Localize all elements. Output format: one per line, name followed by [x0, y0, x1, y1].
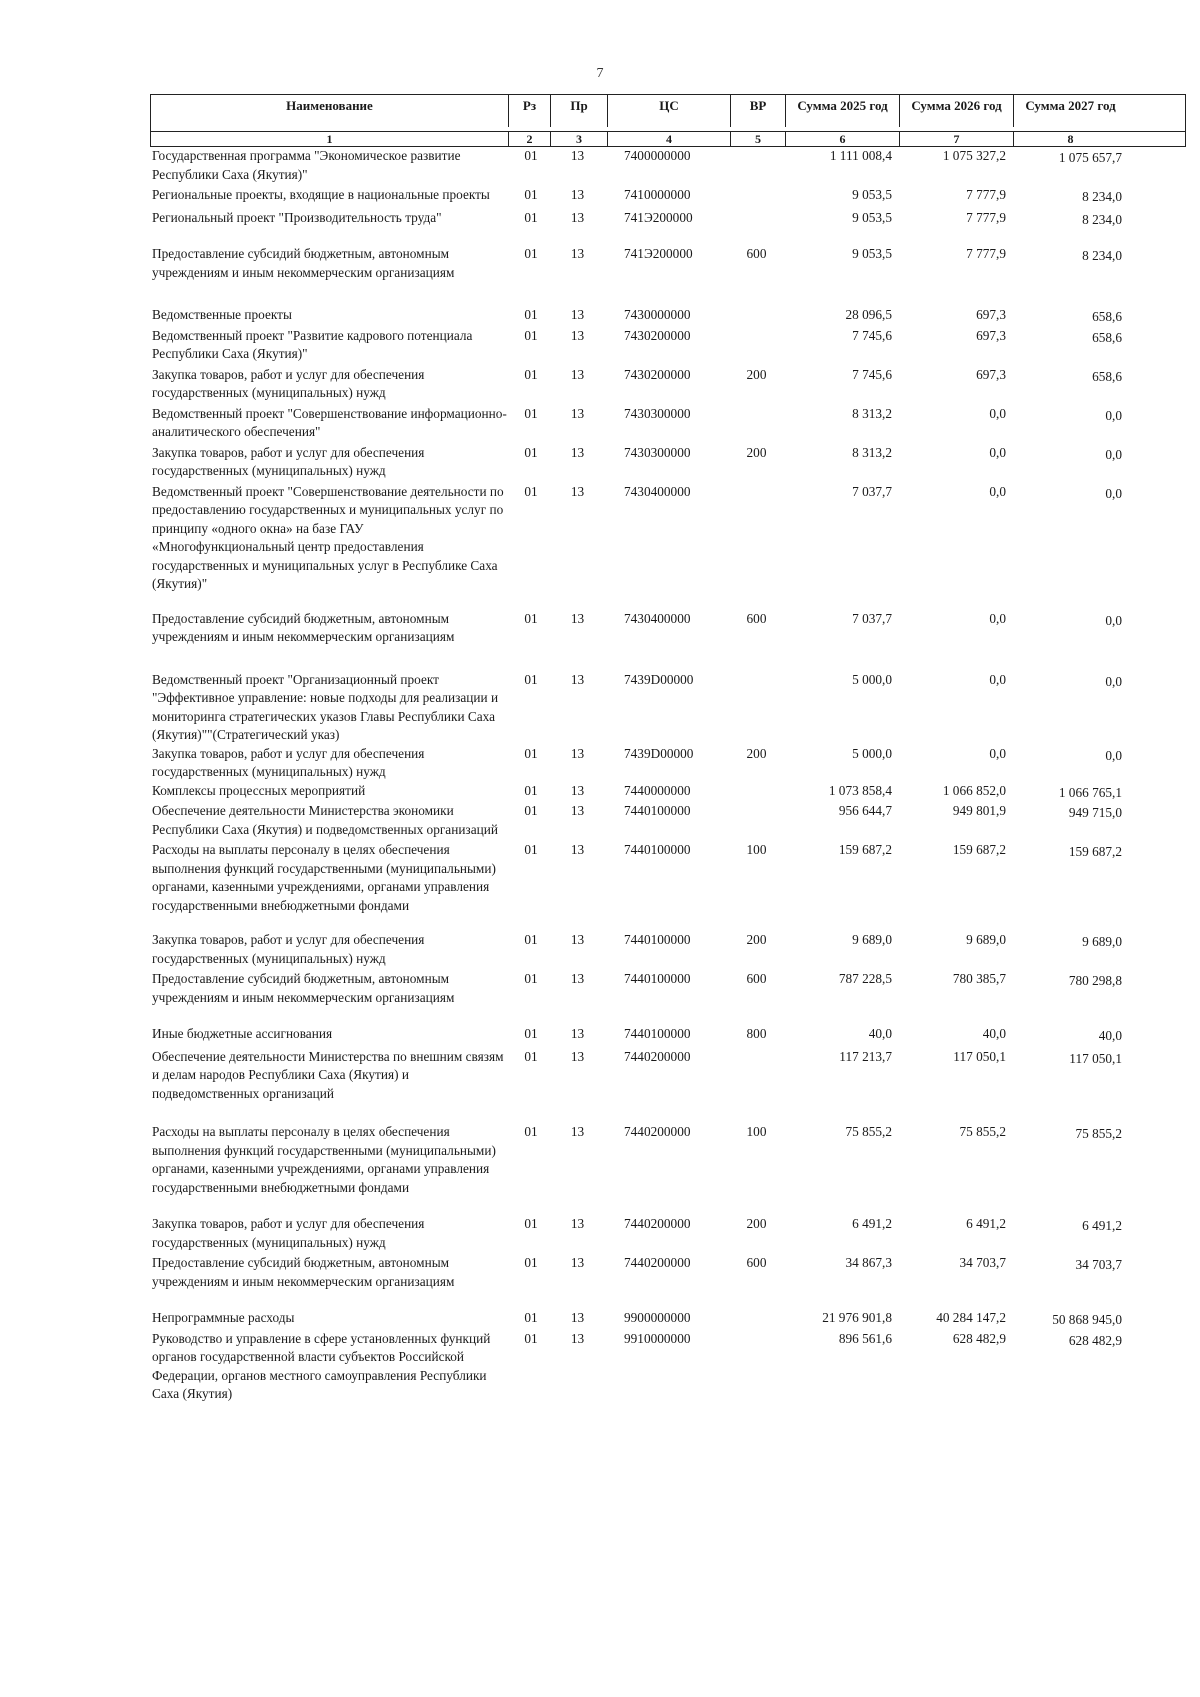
- row-pr: 13: [570, 187, 585, 202]
- column-number: 6: [785, 132, 899, 146]
- row-sum-2026: 34 703,7: [959, 1255, 1006, 1270]
- row-pr: 13: [570, 444, 585, 460]
- row-sum-2025: 1 111 008,4: [829, 148, 892, 163]
- table-row: [150, 1215, 1186, 1252]
- row-name: Расходы на выплаты персоналу в целях обеспечения выполнения функций государственными (муниципальными) органами, казенными учреждениями, органами управления государственными внебюджетными фондами: [152, 842, 496, 913]
- row-sum-2026: 0,0: [989, 671, 1006, 687]
- row-sum-2027: 6 491,2: [1082, 1218, 1122, 1233]
- row-name: Закупка товаров, работ и услуг для обеспечения государственных (муниципальных) нужд: [152, 366, 425, 400]
- row-vr: [729, 147, 784, 184]
- row-sum-2027: 0,0: [1105, 747, 1122, 763]
- row-cs: 7440000000: [624, 782, 691, 798]
- table-row: [150, 405, 1186, 442]
- row-rz: 01: [524, 1026, 538, 1041]
- row-sum-2026: 780 385,7: [952, 971, 1006, 986]
- row-sum-2026: 697,3: [976, 307, 1006, 322]
- row-sum-2026: 697,3: [976, 366, 1006, 382]
- row-sum-2026: 159 687,2: [952, 842, 1006, 857]
- row-name: Иные бюджетные ассигнования: [152, 1026, 333, 1041]
- row-vr: [729, 1330, 784, 1404]
- row-sum-2025: 40,0: [868, 1026, 892, 1041]
- row-sum-2025: 9 053,5: [852, 187, 892, 202]
- row-rz: 01: [524, 1255, 538, 1270]
- row-name: Расходы на выплаты персоналу в целях обеспечения выполнения функций государственными (муниципальными) органами, казенными учреждениями, органами управления государственными внебюджетными фондами: [152, 1124, 496, 1195]
- row-sum-2026: 40 284 147,2: [936, 1310, 1006, 1325]
- row-sum-2025: 7 745,6: [852, 327, 892, 343]
- row-cs: 7430400000: [624, 610, 691, 626]
- row-sum-2025: 1 073 858,4: [828, 782, 892, 798]
- row-sum-2025: 787 228,5: [838, 971, 892, 986]
- row-cs: 7440200000: [624, 1216, 691, 1231]
- row-vr: [729, 327, 784, 364]
- row-sum-2025: 9 053,5: [852, 246, 892, 261]
- header-rz: Рз: [508, 95, 550, 127]
- row-name: Закупка товаров, работ и услуг для обеспечения государственных (муниципальных) нужд: [152, 932, 425, 966]
- table-header: [150, 94, 1186, 127]
- row-vr: 600: [746, 610, 767, 626]
- row-sum-2025: 896 561,6: [838, 1330, 892, 1346]
- row-rz: 01: [524, 1310, 538, 1325]
- row-cs: 7430000000: [624, 307, 691, 322]
- header-name: Наименование: [286, 98, 373, 113]
- row-cs: 9900000000: [624, 1310, 691, 1325]
- row-rz: 01: [524, 307, 538, 322]
- table-body: [150, 147, 1186, 1404]
- row-rz: 01: [524, 1124, 538, 1139]
- row-sum-2026: 628 482,9: [952, 1330, 1006, 1346]
- row-sum-2026: 0,0: [989, 444, 1006, 460]
- row-name: Ведомственный проект "Совершенствование информационно-аналитического обеспечения": [152, 405, 507, 439]
- row-cs: 7410000000: [624, 187, 691, 202]
- row-rz: 01: [524, 932, 538, 947]
- column-number: 7: [899, 132, 1013, 146]
- row-cs: 741Э200000: [624, 209, 693, 225]
- row-sum-2027: 949 715,0: [1068, 805, 1122, 820]
- row-sum-2025: 7 037,7: [852, 483, 892, 499]
- row-cs: 7440100000: [624, 842, 691, 857]
- row-cs: 7430200000: [624, 366, 691, 382]
- row-name: Закупка товаров, работ и услуг для обеспечения государственных (муниципальных) нужд: [152, 745, 425, 779]
- row-vr: 200: [746, 1216, 767, 1231]
- row-rz: 01: [524, 671, 538, 687]
- row-rz: 01: [524, 405, 538, 421]
- row-sum-2025: 8 313,2: [852, 444, 892, 460]
- row-cs: 7439D00000: [624, 671, 694, 687]
- column-number: 3: [550, 132, 607, 146]
- table-row: [150, 782, 1186, 803]
- row-name: Закупка товаров, работ и услуг для обеспечения государственных (муниципальных) нужд: [152, 1216, 425, 1250]
- row-vr: 600: [746, 246, 767, 261]
- row-vr: [729, 483, 784, 594]
- row-pr: 13: [570, 483, 585, 499]
- row-cs: 7440200000: [624, 1255, 691, 1270]
- row-sum-2025: 34 867,3: [845, 1255, 892, 1270]
- table-row: [150, 610, 1186, 647]
- row-cs: 7440100000: [624, 932, 691, 947]
- row-sum-2027: 780 298,8: [1068, 973, 1122, 988]
- row-vr: [729, 306, 784, 327]
- row-sum-2025: 75 855,2: [845, 1124, 892, 1139]
- row-name: Непрограммные расходы: [152, 1310, 295, 1325]
- row-name: Государственная программа "Экономическое развитие Республики Саха (Якутия)": [152, 148, 461, 182]
- row-sum-2025: 159 687,2: [838, 842, 892, 857]
- row-sum-2025: 7 037,7: [852, 610, 892, 626]
- row-vr: 200: [746, 444, 767, 460]
- row-pr: 13: [570, 1255, 585, 1270]
- row-rz: 01: [524, 1330, 538, 1346]
- row-cs: 9910000000: [624, 1330, 691, 1346]
- row-name: Предоставление субсидий бюджетным, автономным учреждениям и иным некоммерческим организациям: [152, 971, 455, 1005]
- table-row: [150, 1309, 1186, 1330]
- header-pr: Пр: [550, 95, 607, 127]
- row-rz: 01: [524, 444, 538, 460]
- row-name: Региональные проекты, входящие в национальные проекты: [152, 187, 490, 202]
- row-sum-2026: 9 689,0: [966, 932, 1006, 947]
- row-pr: 13: [570, 842, 585, 857]
- table-row: [150, 366, 1186, 403]
- row-name: Ведомственный проект "Развитие кадрового потенциала Республики Саха (Якутия)": [152, 327, 473, 361]
- row-sum-2025: 6 491,2: [852, 1216, 892, 1231]
- table-row: [150, 802, 1186, 839]
- table-row: [150, 970, 1186, 1007]
- row-pr: 13: [570, 610, 585, 626]
- row-cs: 7430200000: [624, 327, 691, 343]
- row-vr: [729, 802, 784, 839]
- row-cs: 7400000000: [624, 148, 691, 163]
- row-sum-2025: 21 976 901,8: [822, 1310, 892, 1325]
- table-row: [150, 147, 1186, 184]
- row-sum-2027: 50 868 945,0: [1052, 1312, 1122, 1327]
- row-cs: 7440100000: [624, 971, 691, 986]
- row-pr: 13: [570, 745, 585, 761]
- table-row: [150, 483, 1186, 594]
- row-sum-2025: 28 096,5: [845, 307, 892, 322]
- row-vr: 100: [746, 842, 767, 857]
- row-sum-2027: 0,0: [1105, 446, 1122, 462]
- row-vr: 800: [746, 1026, 767, 1041]
- row-rz: 01: [524, 246, 538, 261]
- row-name: Региональный проект "Производительность труда": [152, 209, 442, 225]
- row-vr: [729, 186, 784, 207]
- header-sum-2025: Сумма 2025 год: [785, 95, 899, 127]
- row-sum-2027: 1 075 657,7: [1058, 150, 1122, 165]
- row-rz: 01: [524, 1048, 538, 1064]
- row-pr: 13: [570, 1216, 585, 1231]
- row-sum-2027: 0,0: [1105, 673, 1122, 689]
- row-sum-2027: 658,6: [1092, 309, 1122, 324]
- row-rz: 01: [524, 610, 538, 626]
- row-sum-2027: 8 234,0: [1082, 211, 1122, 227]
- row-sum-2027: 75 855,2: [1075, 1126, 1122, 1141]
- row-sum-2026: 949 801,9: [952, 803, 1006, 818]
- row-name: Руководство и управление в сфере установленных функций органов государственной власти субъектов Российской Федерации, органов местного самоуправления Республики Саха (Якутия): [152, 1330, 491, 1401]
- column-number: 1: [326, 132, 333, 146]
- row-vr: 100: [746, 1124, 767, 1139]
- row-sum-2025: 5 000,0: [852, 671, 892, 687]
- row-sum-2027: 117 050,1: [1069, 1050, 1122, 1066]
- row-cs: 7440100000: [624, 1026, 691, 1041]
- row-vr: [729, 405, 784, 442]
- row-pr: 13: [570, 307, 585, 322]
- row-name: Предоставление субсидий бюджетным, автономным учреждениям и иным некоммерческим организациям: [152, 1255, 455, 1289]
- row-name: Закупка товаров, работ и услуг для обеспечения государственных (муниципальных) нужд: [152, 444, 425, 478]
- row-vr: 600: [746, 1255, 767, 1270]
- row-rz: 01: [524, 327, 538, 343]
- row-sum-2025: 5 000,0: [852, 745, 892, 761]
- row-sum-2027: 34 703,7: [1075, 1257, 1122, 1272]
- table-row: [150, 444, 1186, 481]
- row-vr: [729, 1048, 784, 1104]
- row-name: Ведомственный проект "Совершенствование деятельности по предоставлению государственных и муниципальных услуг по принципу «одного окна» на базе ГАУ «Многофункциональный центр предоставления государственных и муниципальных услуг в Республике Саха (Якутия)": [152, 483, 504, 591]
- row-sum-2025: 8 313,2: [852, 405, 892, 421]
- row-sum-2026: 7 777,9: [966, 209, 1006, 225]
- row-pr: 13: [570, 803, 585, 818]
- row-vr: 600: [746, 971, 767, 986]
- row-name: Обеспечение деятельности Министерства по внешним связям и делам народов Республики Саха (Якутия) и подведомственных организаций: [152, 1048, 504, 1101]
- table-row: [150, 327, 1186, 364]
- table-row: [150, 306, 1186, 327]
- row-sum-2026: 75 855,2: [959, 1124, 1006, 1139]
- row-cs: 7430300000: [624, 444, 691, 460]
- row-vr: [729, 209, 784, 230]
- row-pr: 13: [570, 971, 585, 986]
- row-sum-2026: 1 066 852,0: [942, 782, 1006, 798]
- row-cs: 7440200000: [624, 1124, 691, 1139]
- row-sum-2026: 697,3: [976, 327, 1006, 343]
- table-row: [150, 186, 1186, 207]
- column-number: 5: [730, 132, 785, 146]
- budget-table: [150, 94, 1186, 1404]
- row-sum-2026: 0,0: [989, 405, 1006, 421]
- row-sum-2027: 1 066 765,1: [1058, 784, 1122, 800]
- row-sum-2025: 956 644,7: [838, 803, 892, 818]
- row-pr: 13: [570, 1124, 585, 1139]
- row-rz: 01: [524, 782, 538, 798]
- row-pr: 13: [570, 782, 585, 798]
- column-numbers: [150, 131, 1186, 147]
- table-row: [150, 671, 1186, 745]
- row-cs: 7439D00000: [624, 745, 694, 761]
- table-row: [150, 745, 1186, 782]
- row-pr: 13: [570, 327, 585, 343]
- row-rz: 01: [524, 187, 538, 202]
- row-pr: 13: [570, 671, 585, 687]
- row-rz: 01: [524, 1216, 538, 1231]
- row-cs: 7440100000: [624, 803, 691, 818]
- row-sum-2027: 628 482,9: [1068, 1332, 1122, 1348]
- row-pr: 13: [570, 209, 585, 225]
- row-rz: 01: [524, 148, 538, 163]
- row-pr: 13: [570, 932, 585, 947]
- row-pr: 13: [570, 148, 585, 163]
- header-sum-2027: Сумма 2027 год: [1013, 95, 1127, 127]
- row-sum-2027: 0,0: [1105, 407, 1122, 423]
- row-sum-2026: 40,0: [982, 1026, 1006, 1041]
- row-name: Предоставление субсидий бюджетным, автономным учреждениям и иным некоммерческим организациям: [152, 246, 455, 280]
- page-number: 7: [596, 66, 604, 81]
- row-pr: 13: [570, 1026, 585, 1041]
- table-row: [150, 1123, 1186, 1197]
- header-vr: ВР: [730, 95, 785, 127]
- row-pr: 13: [570, 366, 585, 382]
- row-sum-2026: 0,0: [989, 610, 1006, 626]
- row-cs: 7430400000: [624, 483, 691, 499]
- row-name: Ведомственный проект "Организационный проект "Эффективное управление: новые подходы для реализации и мониторинга стратегических указов Главы Республики Саха (Якутия)""(Стратегический указ): [152, 671, 499, 742]
- row-vr: [729, 671, 784, 745]
- row-sum-2027: 40,0: [1098, 1028, 1122, 1043]
- row-pr: 13: [570, 246, 585, 261]
- row-rz: 01: [524, 842, 538, 857]
- table-row: [150, 209, 1186, 230]
- row-rz: 01: [524, 483, 538, 499]
- table-row: [150, 245, 1186, 282]
- row-sum-2026: 1 075 327,2: [942, 148, 1006, 163]
- column-number: 8: [1013, 132, 1127, 146]
- header-sum-2026: Сумма 2026 год: [899, 95, 1013, 127]
- row-pr: 13: [570, 1310, 585, 1325]
- row-sum-2026: 7 777,9: [966, 187, 1006, 202]
- row-sum-2025: 9 053,5: [852, 209, 892, 225]
- row-rz: 01: [524, 209, 538, 225]
- table-row: [150, 1330, 1186, 1404]
- row-cs: 7440200000: [624, 1048, 691, 1064]
- row-name: Обеспечение деятельности Министерства экономики Республики Саха (Якутия) и подведомственных организаций: [152, 803, 498, 837]
- row-name: Ведомственные проекты: [152, 307, 292, 322]
- row-sum-2027: 9 689,0: [1082, 934, 1122, 949]
- row-name: Комплексы процессных мероприятий: [152, 782, 366, 798]
- row-sum-2026: 7 777,9: [966, 246, 1006, 261]
- row-sum-2026: 0,0: [989, 745, 1006, 761]
- row-pr: 13: [570, 1048, 585, 1064]
- row-cs: 741Э200000: [624, 246, 693, 261]
- row-cs: 7430300000: [624, 405, 691, 421]
- row-vr: 200: [746, 932, 767, 947]
- row-sum-2027: 658,6: [1092, 368, 1122, 384]
- row-sum-2025: 7 745,6: [852, 366, 892, 382]
- row-sum-2026: 0,0: [989, 483, 1006, 499]
- row-sum-2025: 9 689,0: [852, 932, 892, 947]
- header-cs: ЦС: [607, 95, 730, 127]
- table-row: [150, 931, 1186, 968]
- row-vr: 200: [746, 745, 767, 761]
- row-sum-2027: 0,0: [1105, 612, 1122, 628]
- column-number: 4: [607, 132, 730, 146]
- row-rz: 01: [524, 803, 538, 818]
- row-sum-2025: 117 213,7: [839, 1048, 892, 1064]
- row-rz: 01: [524, 971, 538, 986]
- row-sum-2026: 117 050,1: [953, 1048, 1006, 1064]
- row-name: Предоставление субсидий бюджетным, автономным учреждениям и иным некоммерческим организациям: [152, 610, 455, 644]
- row-vr: [729, 1309, 784, 1330]
- row-sum-2026: 6 491,2: [966, 1216, 1006, 1231]
- row-vr: 200: [746, 366, 767, 382]
- row-rz: 01: [524, 366, 538, 382]
- table-row: [150, 1254, 1186, 1291]
- column-number: 2: [508, 132, 550, 146]
- table-row: [150, 1025, 1186, 1046]
- row-sum-2027: 8 234,0: [1082, 248, 1122, 263]
- row-sum-2027: 0,0: [1105, 485, 1122, 501]
- row-pr: 13: [570, 1330, 585, 1346]
- row-sum-2027: 159 687,2: [1068, 844, 1122, 859]
- table-row: [150, 841, 1186, 915]
- row-vr: [729, 782, 784, 803]
- row-sum-2027: 658,6: [1092, 329, 1122, 345]
- row-rz: 01: [524, 745, 538, 761]
- row-sum-2027: 8 234,0: [1082, 189, 1122, 204]
- row-pr: 13: [570, 405, 585, 421]
- table-row: [150, 1048, 1186, 1104]
